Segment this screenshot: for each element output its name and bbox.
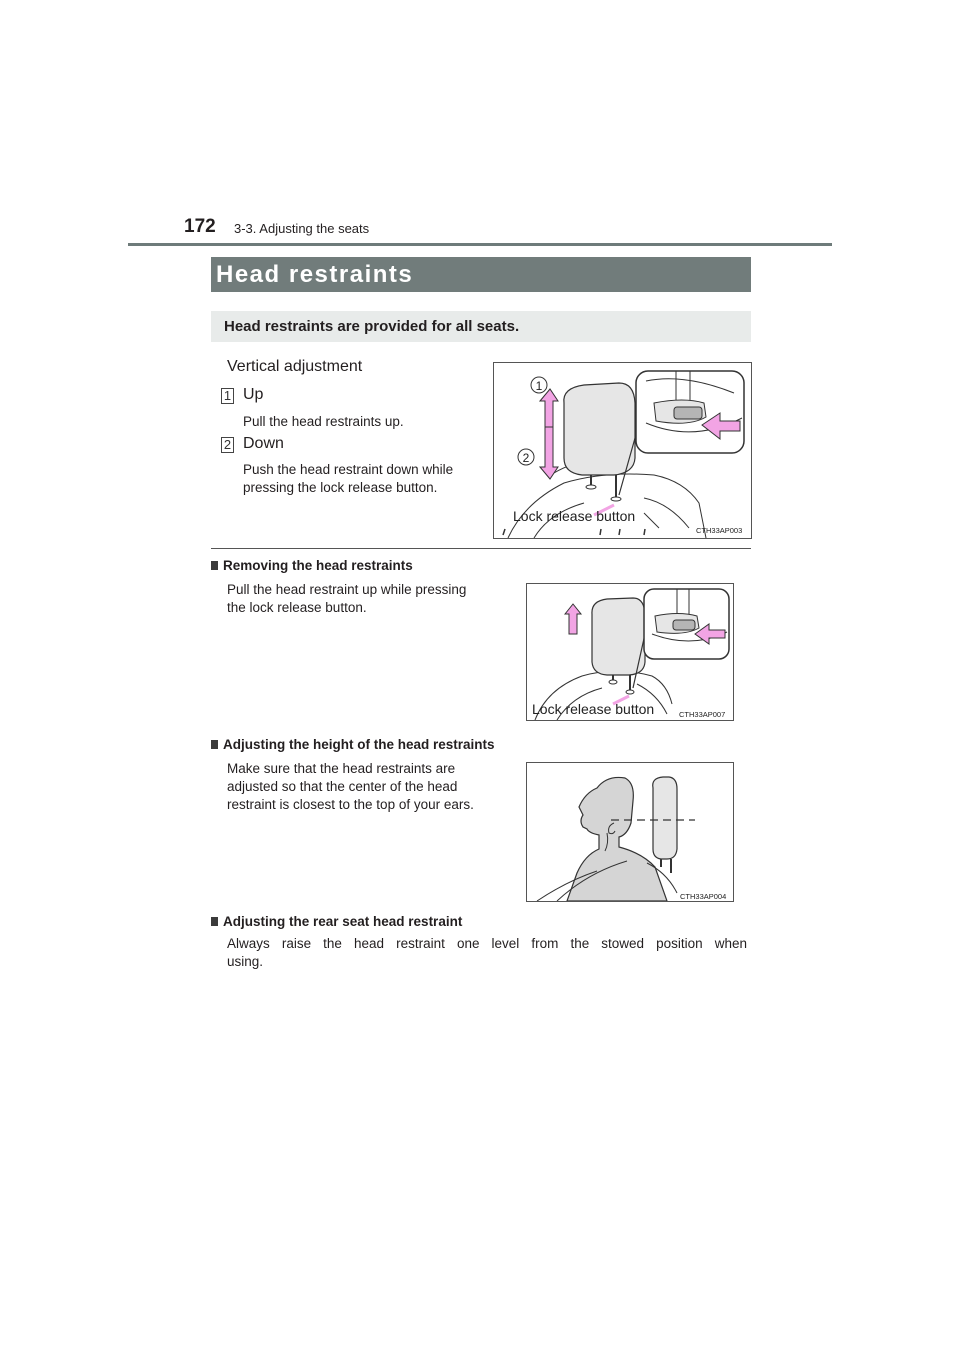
- rear-text: [227, 935, 747, 971]
- bullet-square-icon: [211, 740, 218, 749]
- height-text: [227, 760, 508, 814]
- step-desc-up: Pull the head restraints up.: [243, 414, 404, 429]
- page-number: 172: [184, 216, 216, 237]
- rear-heading-text: Adjusting the rear seat head restraint: [223, 914, 463, 929]
- removing-heading-text: Removing the head restraints: [223, 558, 413, 573]
- height-text-line-1: Make sure that the head restraints are: [227, 761, 456, 776]
- height-text-line-3: restraint is closest to the top of your ears.: [227, 797, 474, 812]
- seat-outline: [508, 474, 706, 538]
- figure-code-1: CTH33AP003: [696, 526, 743, 535]
- height-text-line-2: adjusted so that the center of the head: [227, 779, 458, 794]
- section-label: 3-3. Adjusting the seats: [234, 221, 370, 236]
- occupant-silhouette: [567, 777, 667, 901]
- height-heading-text: Adjusting the height of the head restraints: [223, 737, 495, 752]
- figure-marker-2: 2: [522, 451, 530, 465]
- step-number-2: 2: [221, 437, 234, 453]
- removing-text-line-1: Pull the head restraint up while pressing: [227, 582, 467, 597]
- height-head-restraint-shape: [653, 777, 677, 859]
- height-heading: [211, 737, 495, 752]
- step-desc-down-line-1: Push the head restraint down while: [243, 462, 454, 477]
- removing-text: [227, 581, 508, 617]
- head-restraint-shape: [564, 383, 635, 475]
- rear-text-line-2: using.: [227, 954, 264, 969]
- section-divider: [211, 548, 751, 549]
- removing-text-line-2: the lock release button.: [227, 600, 367, 615]
- header-rule: [128, 243, 832, 246]
- step-label-down: Down: [243, 435, 284, 452]
- arrow-down-icon: [540, 427, 558, 479]
- vertical-adjustment-heading: Vertical adjustment: [227, 358, 363, 375]
- figure-marker-1: 1: [535, 379, 543, 393]
- removing-lock-button-shape: [673, 620, 695, 630]
- rear-text-line-1: Always raise the head restraint one level from the stowed position when: [227, 936, 747, 951]
- figure-height: [526, 762, 734, 902]
- bullet-square-icon: [211, 561, 218, 570]
- figure-removing-illustration: [527, 584, 733, 720]
- removing-heading: [211, 558, 413, 573]
- lock-release-label-1: Lock release button: [513, 508, 636, 524]
- step-number-1: 1: [221, 388, 234, 404]
- lock-release-label-2: Lock release button: [532, 701, 655, 717]
- figure-code-3: CTH33AP004: [680, 892, 727, 901]
- step-label-up: Up: [243, 386, 264, 403]
- figure-height-illustration: [527, 763, 733, 901]
- bullet-square-icon: [211, 917, 218, 926]
- page-title: Head restraints: [216, 261, 414, 288]
- step-desc-down: [243, 461, 453, 497]
- lock-button-shape: [674, 407, 702, 419]
- removing-arrow-up-icon: [565, 604, 581, 634]
- rear-heading: [211, 914, 462, 929]
- figure-code-2: CTH33AP007: [679, 710, 726, 719]
- removing-head-restraint-shape: [592, 598, 645, 675]
- intro-text: Head restraints are provided for all seats.: [224, 318, 520, 335]
- step-desc-down-line-2: pressing the lock release button.: [243, 480, 438, 495]
